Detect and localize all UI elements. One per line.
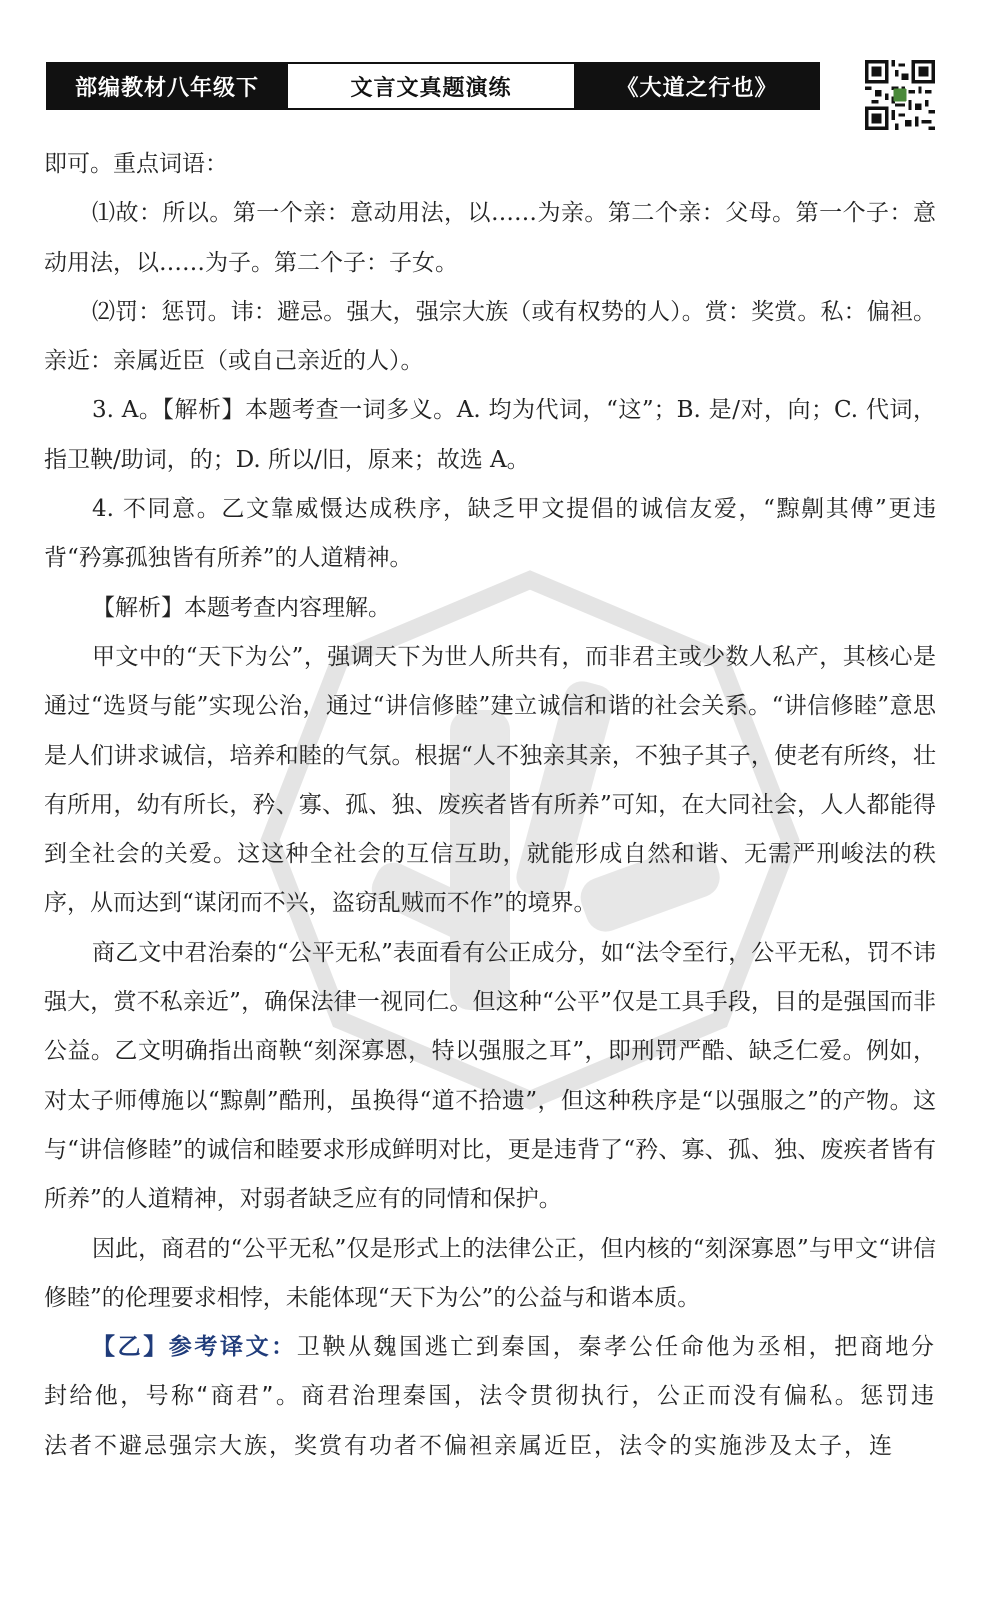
- qr-code-icon: [865, 60, 935, 130]
- paragraph: 3. A。【解析】本题考查一词多义。A. 均为代词，“这”；B. 是/对，向；C. 代词，指卫鞅/助词，的；D. 所以/旧，原来；故选 A。: [44, 397, 936, 473]
- translation-text: 卫鞅从魏国逃亡到秦国，秦孝公任命他为丞相，把商地分封给他，号称“商君”。商君治理秦国，法令贯彻执行，公正而没有偏私。惩罚违法者不避忌强宗大族，奖赏有功者不偏袒亲属近臣，法令的实施涉及太子，连: [44, 1334, 936, 1459]
- translation-label: 【乙】参考译文：: [92, 1334, 297, 1361]
- paragraph: ⑵罚：惩罚。讳：避忌。强大，强宗大族（或有权势的人）。赏：奖赏。私：偏袒。亲近：亲属近臣（或自己亲近的人）。: [44, 298, 936, 375]
- paragraph: 甲文中的“天下为公”，强调天下为世人所共有，而非君主或少数人私产，其核心是通过“选贤与能”实现公治，通过“讲信修睦”建立诚信和谐的社会关系。“讲信修睦”意思是人们讲求诚信，培养和睦的气氛。根据“人不独亲其亲，不独子其子，使老有所终，壮有所用，幼有所长，矜、寡、孤、独、废疾者皆有所养”可知，在大同社会，人人都能得到全社会的关爱。这这种全社会的互信互助，就能形成自然和谐、无需严刑峻法的秩序，从而达到“谋闭而不兴，盗窃乱贼而不作”的境界。: [44, 643, 936, 917]
- paragraph: 即可。重点词语：: [44, 151, 228, 177]
- paragraph: ⑴故：所以。第一个亲：意动用法，以……为亲。第二个亲：父母。第一个子：意动用法，以……为子。第二个子：子女。: [44, 200, 936, 276]
- header-lesson: 《大道之行也》: [576, 64, 818, 108]
- paragraph: 4. 不同意。乙文靠威慑达成秩序，缺乏甲文提倡的诚信友爱，“黥劓其傅”更违背“矜寡孤独皆有所养”的人道精神。: [44, 496, 936, 572]
- paragraph: 【解析】本题考查内容理解。: [92, 594, 391, 621]
- translation-paragraph: [44, 1323, 936, 1471]
- paragraph: 因此，商君的“公平无私”仅是形式上的法律公正，但内核的“刻深寡恩”与甲文“讲信修睦”的伦理要求相悖，未能体现“天下为公”的公益与和谐本质。: [44, 1235, 936, 1311]
- paragraph: 商乙文中君治秦的“公平无私”表面看有公正成分，如“法令至行，公平无私，罚不讳强大，赏不私亲近”，确保法律一视同仁。但这种“公平”仅是工具手段，目的是强国而非公益。乙文明确指出商鞅“刻深寡恩，特以强服之耳”，即刑罚严酷、缺乏仁爱。例如，对太子师傅施以“黥劓”酷刑，虽换得“道不拾遗”，但这种秩序是“以强服之”的产物。这与“讲信修睦”的诚信和睦要求形成鲜明对比，更是违背了“矜、寡、孤、独、废疾者皆有所养”的人道精神，对弱者缺乏应有的同情和保护。: [44, 939, 936, 1213]
- header-topic: 文言文真题演练: [286, 64, 576, 108]
- document-body: [44, 140, 936, 1471]
- header-grade: 部编教材八年级下: [48, 64, 286, 108]
- page-header: [46, 62, 820, 110]
